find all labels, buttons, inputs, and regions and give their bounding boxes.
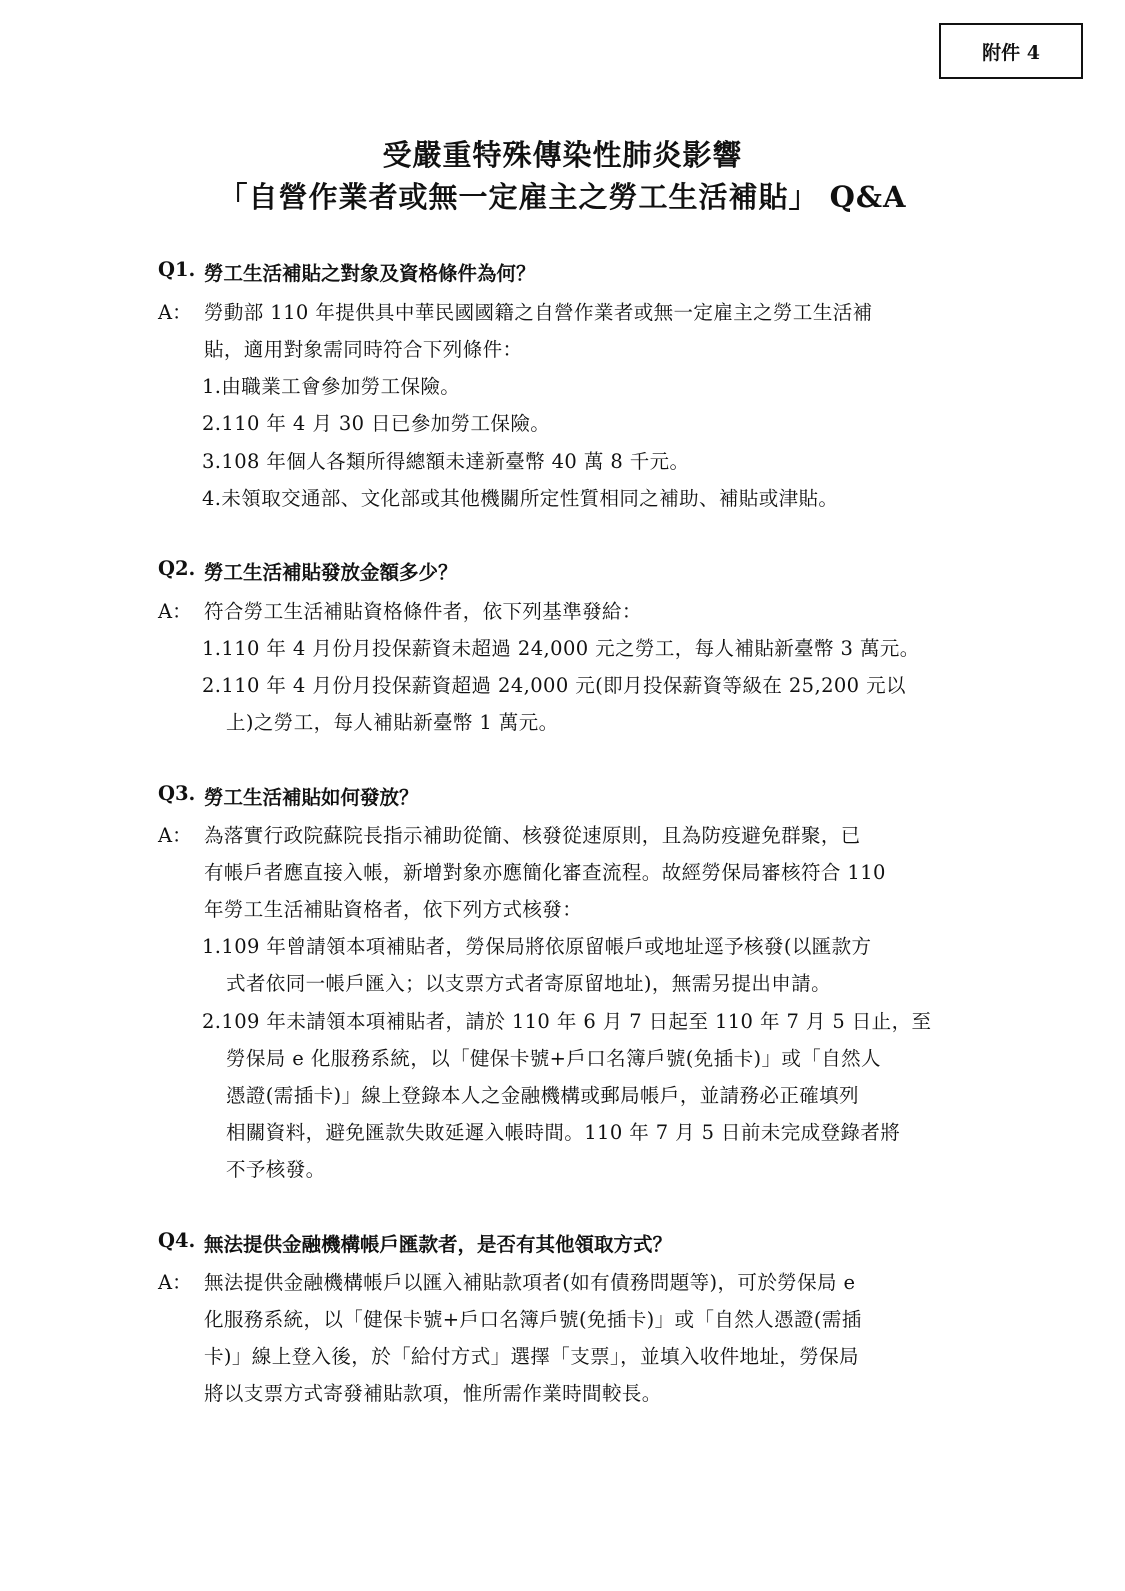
- answer-line: 符合勞工生活補貼資格條件者，依下列基準發給：: [204, 600, 642, 623]
- question-number: Q3.: [158, 782, 196, 805]
- answer-label: A：: [158, 1271, 192, 1294]
- answer-list-item: 1.由職業工會參加勞工保險。: [202, 375, 461, 398]
- answer-label: A：: [158, 301, 192, 324]
- attachment-label: 附件 4: [939, 23, 1083, 79]
- answer-list-item: 2.110 年 4 月 30 日已參加勞工保險。: [202, 412, 551, 435]
- question-text: 勞工生活補貼如何發放？: [204, 786, 419, 809]
- answer-line: 為落實行政院蘇院長指示補助從簡、核發從速原則，且為防疫避免群聚，已: [204, 824, 861, 847]
- answer-list-item: 1.110 年 4 月份月投保薪資未超過 24,000 元之勞工，每人補貼新臺幣 3 萬元。: [202, 637, 920, 660]
- answer-line: 有帳戶者應直接入帳，新增對象亦應簡化審查流程。故經勞保局審核符合 110: [204, 861, 886, 884]
- answer-line: 貼，適用對象需同時符合下列條件：: [204, 338, 523, 361]
- answer-list-item-cont: 上)之勞工，每人補貼新臺幣 1 萬元。: [226, 711, 559, 734]
- answer-list-item: 3.108 年個人各類所得總額未達新臺幣 40 萬 8 千元。: [202, 450, 690, 473]
- answer-list-item: 2.110 年 4 月份月投保薪資超過 24,000 元(即月投保薪資等級在 25,200 元以: [202, 674, 906, 697]
- answer-label: A：: [158, 600, 192, 623]
- answer-list-item: 1.109 年曾請領本項補貼者，勞保局將依原留帳戶或地址逕予核發(以匯款方: [202, 935, 872, 958]
- answer-label: A：: [158, 824, 192, 847]
- answer-list-item-cont: 相關資料，避免匯款失敗延遲入帳時間。110 年 7 月 5 日前未完成登錄者將: [226, 1121, 901, 1144]
- answer-line: 化服務系統，以「健保卡號+戶口名簿戶號(免插卡)」或「自然人憑證(需插: [204, 1308, 862, 1331]
- question-text: 無法提供金融機構帳戶匯款者，是否有其他領取方式？: [204, 1233, 673, 1256]
- page-title-line1: 受嚴重特殊傳染性肺炎影響: [382, 138, 743, 172]
- answer-list-item-cont: 勞保局 e 化服務系統，以「健保卡號+戶口名簿戶號(免插卡)」或「自然人: [226, 1047, 881, 1070]
- answer-list-item-cont: 憑證(需插卡)」線上登錄本人之金融機構或郵局帳戶，並請務必正確填列: [226, 1084, 859, 1107]
- answer-line: 勞動部 110 年提供具中華民國國籍之自營作業者或無一定雇主之勞工生活補: [204, 301, 873, 324]
- question-text: 勞工生活補貼發放金額多少？: [204, 561, 458, 584]
- question-number: Q2.: [158, 557, 196, 580]
- question-number: Q1.: [158, 258, 196, 281]
- answer-line: 無法提供金融機構帳戶以匯入補貼款項者(如有債務問題等)，可於勞保局 e: [204, 1271, 856, 1294]
- answer-list-item-cont: 不予核發。: [226, 1158, 326, 1181]
- page-title-line2: 「自營作業者或無一定雇主之勞工生活補貼」 Q&A: [218, 180, 907, 214]
- question-text: 勞工生活補貼之對象及資格條件為何？: [204, 262, 536, 285]
- answer-list-item-cont: 式者依同一帳戶匯入；以支票方式者寄原留地址)，無需另提出申請。: [226, 972, 832, 995]
- answer-line: 年勞工生活補貼資格者，依下列方式核發：: [204, 898, 583, 921]
- answer-line: 將以支票方式寄發補貼款項，惟所需作業時間較長。: [204, 1382, 662, 1405]
- question-number: Q4.: [158, 1229, 196, 1252]
- answer-list-item: 4.未領取交通部、文化部或其他機關所定性質相同之補助、補貼或津貼。: [202, 487, 839, 510]
- answer-line: 卡)」線上登入後，於「給付方式」選擇「支票」，並填入收件地址，勞保局: [204, 1345, 859, 1368]
- answer-list-item: 2.109 年未請領本項補貼者，請於 110 年 6 月 7 日起至 110 年 7 月 5 日止，至: [202, 1010, 932, 1033]
